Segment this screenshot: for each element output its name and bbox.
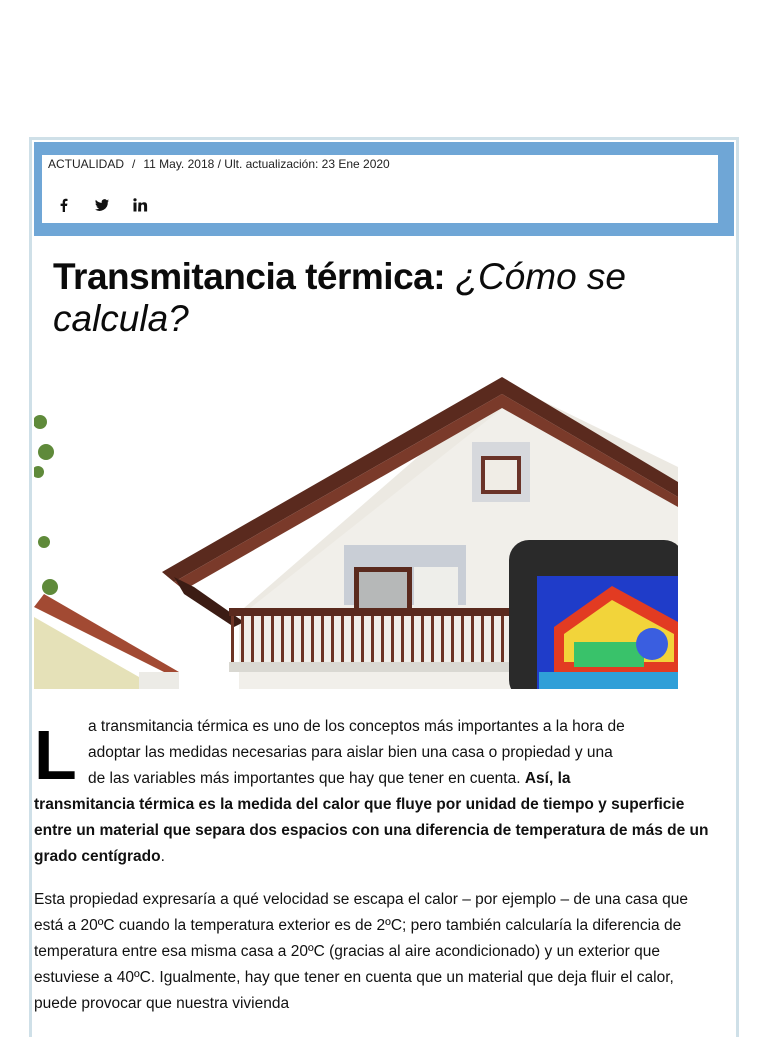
twitter-icon[interactable] [94,197,110,213]
meta-separator: / [132,157,136,171]
page-title [53,256,713,340]
facebook-icon[interactable] [56,197,72,213]
paragraph-1-intro [88,714,718,792]
drop-cap: L [34,716,77,794]
paragraph-1-continued [34,792,718,870]
paragraph-1-line-3: de las variables más importantes que hay que tener en cuenta. [88,770,521,787]
article-dates: 11 May. 2018 / Ult. actualización: 23 Ene 2020 [143,157,390,171]
paragraph-1-bold-lead: Así, la [524,770,571,787]
paragraph-1-line-2: adoptar las medidas necesarias para aislar bien una casa o propiedad y una [88,744,613,761]
hero-image [34,372,678,689]
title-main: Transmitancia térmica: [53,256,446,297]
paragraph-1-end: . [160,848,165,865]
category-link[interactable]: ACTUALIDAD [48,157,125,171]
social-share [56,196,148,214]
paragraph-2: Esta propiedad expresaría a qué velocidad se escapa el calor – por ejemplo – de una casa que está a 20ºC cuando la temperatura exterior es de 2ºC; pero también calcularía la diferencia de temperatura entre esa misma casa a 20ºC (gracias al aire acondicionado) y un exterior que estuviese a 40ºC. Igualmente, hay que tener en cuenta que un material que deja fluir el calor, puede provocar que nuestra vivienda [34,891,689,1012]
paragraph-1-line-1: a transmitancia térmica es uno de los conceptos más importantes a la hora de [88,718,625,735]
house-thermal-illustration [34,372,678,689]
title-question: ¿Cómo se calcula? [53,256,626,339]
article-meta [48,157,390,171]
linkedin-icon[interactable] [132,197,148,213]
paragraph-1-bold: transmitancia térmica es la medida del calor que fluye por unidad de tiempo y superficie entre un material que separa dos espacios con una diferencia de temperatura de más de un grado centígrado [34,796,709,865]
thermal-camera [509,540,678,689]
